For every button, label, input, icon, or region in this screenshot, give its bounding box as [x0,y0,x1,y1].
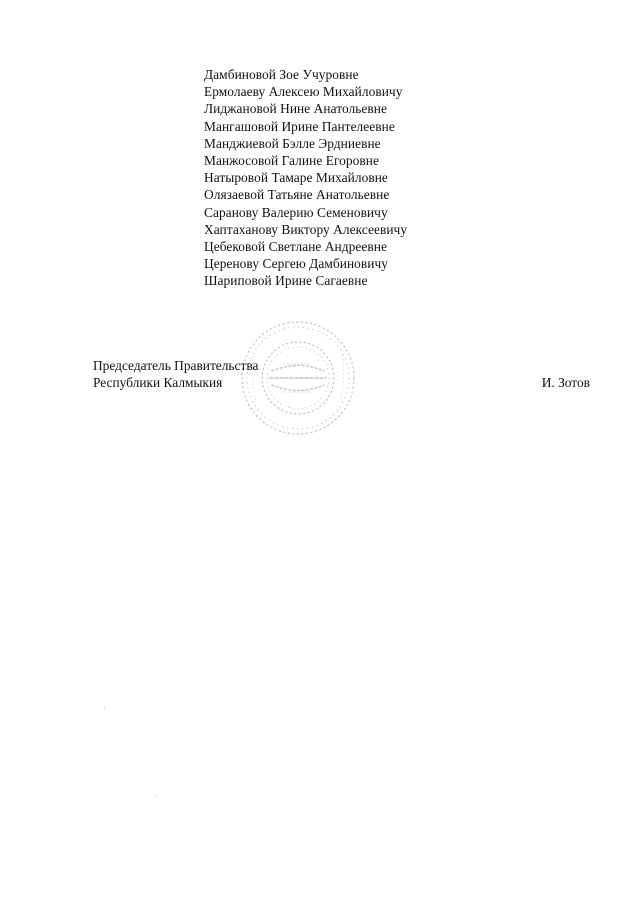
signatory-title-line-1: Председатель Правительства [93,358,259,373]
recipient-name: Шариповой Ирине Сагаевне [204,273,368,289]
recipient-name: Олязаевой Татьяне Анатольевне [204,187,390,203]
signatory-title [93,357,258,391]
recipient-name: Саранову Валерию Семеновичу [204,204,388,220]
signatory-title-line-2: Республики Калмыкия [93,375,223,391]
recipient-name: Лиджановой Нине Анатольевне [204,101,387,117]
recipient-name: Цебековой Светлане Андреевне [204,238,387,254]
recipient-name: Церенову Сергею Дамбиновичу [204,256,389,272]
scan-speck [156,795,157,796]
recipient-name: Ермолаеву Алексею Михайловичу [204,84,403,100]
scan-speck [104,707,105,708]
recipient-name: Хаптаханову Виктору Алексеевичу [204,221,408,237]
recipient-name: Мангашовой Ирине Пантелеевне [204,118,395,134]
signature-block [93,357,593,397]
recipient-name: Дамбиновой Зое Учуровне [204,67,359,82]
recipient-name: Натыровой Тамаре Михайловне [204,170,388,186]
signatory-name: И. Зотов [541,375,590,391]
recipient-name: Манжосовой Галине Егоровне [204,152,379,168]
recipient-name: Манджиевой Бэлле Эрдниевне [204,135,381,151]
recipients-list [204,66,407,289]
